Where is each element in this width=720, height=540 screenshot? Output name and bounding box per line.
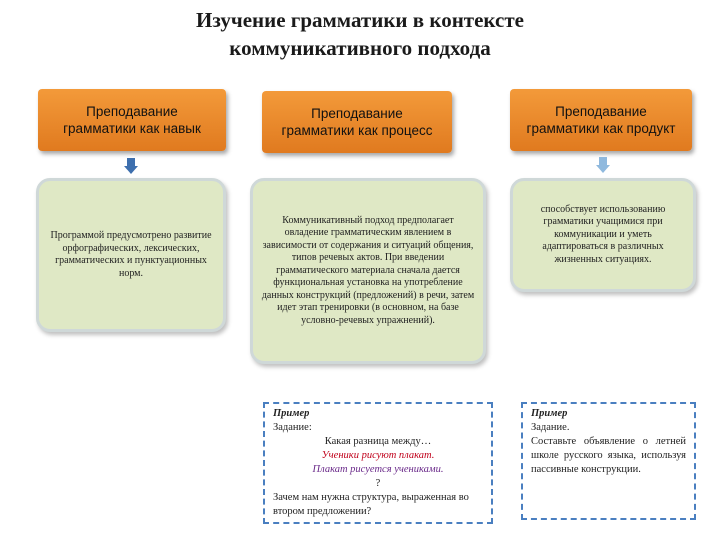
heading-process [262, 91, 452, 153]
body-process-text: Коммуникативный подход предполагает овладение грамматическим явлением в зависимости от содержания и ситуаций общения, типов речевых актов. При введении грамматического материала сначала дается функциональная установка на употребление данных конструкций (предложений) в речи, затем идет этап тренировки (в основном, на базе условно-речевых упражнений). [261, 214, 475, 326]
example-process-question: Какая разница между… [324, 436, 432, 447]
example-product [521, 402, 696, 520]
heading-product [510, 89, 692, 151]
heading-process-line-2: грамматики как процесс [281, 123, 433, 138]
example-process-final: Зачем нам нужна структура, выраженная во втором предложении? [273, 492, 469, 517]
heading-skill [38, 89, 226, 151]
heading-process-line-1: Преподавание [311, 106, 403, 121]
heading-skill-line-2: грамматики как навык [63, 121, 201, 136]
arrow-down-icon [124, 158, 138, 174]
arrow-down-icon [596, 157, 610, 173]
heading-product-line-1: Преподавание [555, 104, 647, 119]
example-process-question-mark: ? [375, 478, 381, 489]
heading-skill-line-1: Преподавание [86, 104, 178, 119]
example-product-task: Задание. [531, 422, 570, 433]
body-product [510, 178, 696, 292]
example-process [263, 402, 493, 524]
example-process-passive-sentence: Плакат рисуется учениками. [312, 464, 444, 475]
body-product-text: способствует использованию грамматики учащимися при коммуникации и уметь адаптироваться в различных жизненных ситуациях. [540, 203, 666, 265]
example-process-active-sentence: Ученики рисуют плакат. [321, 450, 435, 461]
example-process-heading: Пример [273, 408, 310, 419]
body-skill [36, 178, 226, 332]
body-skill-text: Программой предусмотрено развитие орфографических, лексических, грамматических и пунктуационных норм. [50, 230, 212, 279]
page-title [0, 6, 720, 62]
example-product-text: Составьте объявление о летней школе русского языка, используя пассивные конструкции. [531, 436, 686, 475]
body-process [250, 178, 486, 364]
heading-product-line-2: грамматики как продукт [526, 121, 676, 136]
title-line-1: Изучение грамматики в контексте [196, 8, 524, 32]
title-line-2: коммуникативного подхода [229, 36, 491, 60]
example-product-heading: Пример [531, 408, 568, 419]
example-process-task: Задание: [273, 422, 312, 433]
